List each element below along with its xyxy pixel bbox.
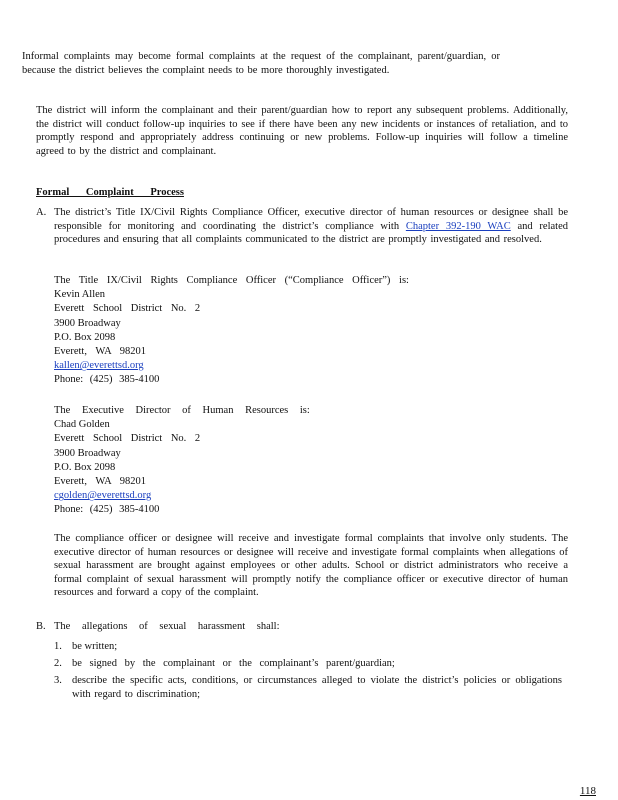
page-number: 118 xyxy=(579,785,596,797)
list-item: be signed by the complainant or the complainant’s parent/guardian; xyxy=(72,658,395,669)
compliance-officer-name: Kevin Allen xyxy=(54,289,106,301)
item-b-marker: B. xyxy=(36,621,46,632)
item-a-closing: The compliance officer or designee will receive and investigate formal complaints that involve only students. The executive director of human resources or designee will receive and investigate formal complaints when allegations of sexual harassment are brought against employees or other adults. School or district administrators who receive a formal complaint of sexual harassment will promptly notify the compliance officer or executive director of human resources and forward a copy of the complaint. xyxy=(54,533,568,598)
hr-director-city: Everett, WA 98201 xyxy=(54,476,147,488)
intro-paragraph-1: Informal complaints may become formal complaints at the request of the complainant, parent/guardian, or because the district believes the complaint needs to be more thoroughly investigated. xyxy=(22,51,500,76)
list-number: 1. xyxy=(54,641,62,652)
item-b-text: The allegations of sexual harassment shall: xyxy=(54,621,280,632)
hr-director-org: Everett School District No. 2 xyxy=(54,433,201,445)
hr-director-phone: Phone: (425) 385-4100 xyxy=(54,504,160,516)
wac-chapter-link[interactable]: Chapter 392-190 WAC xyxy=(405,220,511,232)
compliance-officer-street: 3900 Broadway xyxy=(54,317,121,329)
compliance-officer-phone: Phone: (425) 385-4100 xyxy=(54,374,160,386)
list-number: 2. xyxy=(54,658,62,669)
item-a-text-after: and related procedures and ensuring that all complaints communicated to the district are promptly investigated and resolved. xyxy=(54,220,568,245)
item-a-marker: A. xyxy=(36,207,47,218)
list-number: 3. xyxy=(54,675,62,686)
hr-director-street: 3900 Broadway xyxy=(54,447,121,459)
compliance-officer-contact xyxy=(54,274,474,388)
hr-director-contact xyxy=(54,404,474,518)
compliance-officer-org: Everett School District No. 2 xyxy=(54,303,201,315)
hr-director-email-link[interactable]: cgolden@everettsd.org xyxy=(54,490,152,502)
intro-paragraph-2: The district will inform the complainant and their parent/guardian how to report any subsequent problems. Additionally, the district will conduct follow-up inquiries to see if there have been any new incidents or instances of retaliation, and to promptly respond and appropriately address continuing or new problems. Follow-up inquiries will follow a timeline agreed to by the district and complainant. xyxy=(36,105,568,157)
item-a-text-before: The district’s Title IX/Civil Rights Compliance Officer, executive director of human resources or designee shall be responsible for monitoring and coordinating the district’s compliance with xyxy=(54,207,568,232)
list-item: describe the specific acts, conditions, or circumstances alleged to violate the district’s policies or obligations with regard to discrimination; xyxy=(72,675,562,700)
hr-director-name: Chad Golden xyxy=(54,419,110,431)
hr-director-pobox: P.O. Box 2098 xyxy=(54,461,116,473)
section-heading: Formal Complaint Process xyxy=(36,187,184,198)
list-item: be written; xyxy=(72,641,118,652)
compliance-officer-city: Everett, WA 98201 xyxy=(54,346,147,358)
compliance-officer-pobox: P.O. Box 2098 xyxy=(54,331,116,343)
hr-director-intro: The Executive Director of Human Resources is: xyxy=(54,405,310,416)
item-a-text xyxy=(54,206,568,247)
compliance-officer-intro: The Title IX/Civil Rights Compliance Officer (“Compliance Officer”) is: xyxy=(54,275,409,286)
compliance-officer-email-link[interactable]: kallen@everettsd.org xyxy=(54,360,144,372)
